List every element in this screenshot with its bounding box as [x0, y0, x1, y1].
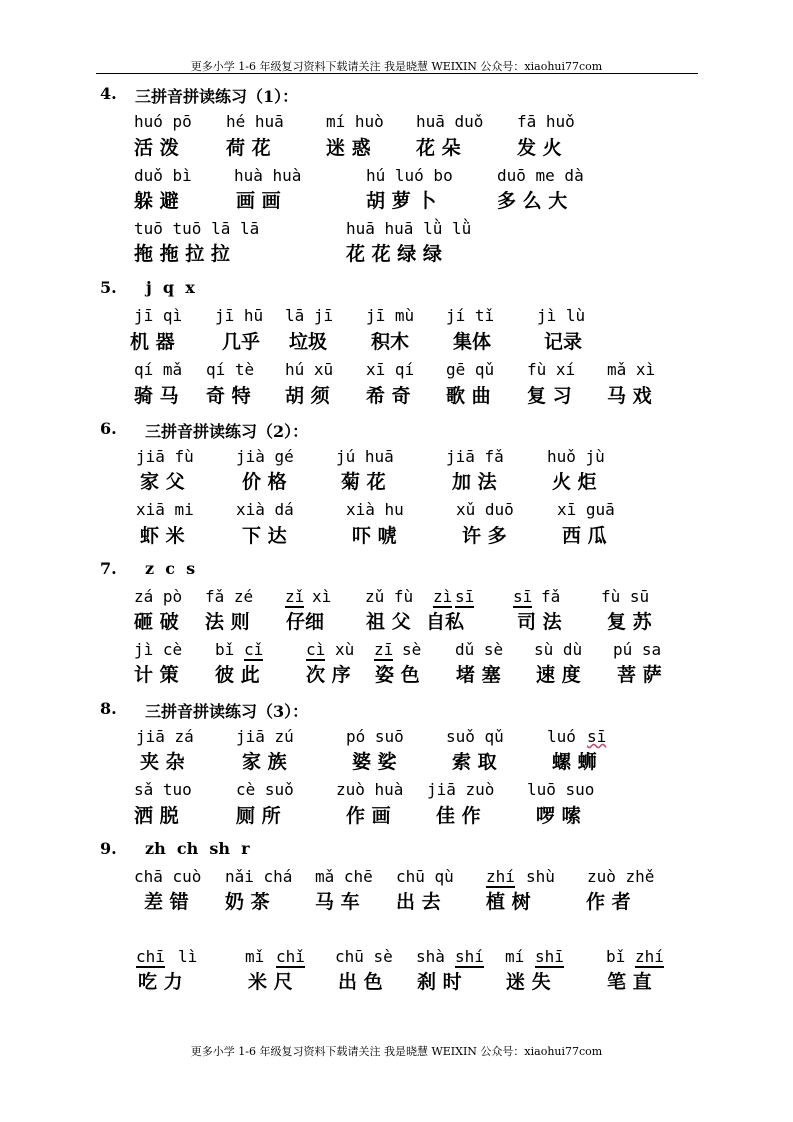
pinyin: jī hū	[215, 306, 264, 325]
pinyin: jiā zú	[236, 727, 294, 746]
pinyin: jì cè	[134, 640, 183, 659]
section-heading: zh ch sh r	[145, 839, 250, 858]
hanzi: 司 法	[517, 611, 562, 633]
pinyin: fù xí	[527, 360, 576, 379]
pinyin: gē qǔ	[446, 360, 495, 379]
hanzi: 垃圾	[289, 331, 328, 353]
hanzi: 出 去	[396, 891, 441, 913]
hanzi: 活 泼	[134, 137, 179, 159]
hanzi: 计 策	[134, 664, 179, 686]
pinyin: sǎ tuo	[134, 780, 192, 799]
pinyin: fǎ	[541, 587, 561, 606]
pinyin: chā cuò	[134, 867, 202, 886]
pinyin-underlined: sī	[455, 587, 475, 606]
pinyin-underlined: chī	[136, 947, 165, 966]
pinyin-underlined: zì	[433, 587, 453, 606]
hanzi: 花 花 绿 绿	[346, 243, 442, 265]
hanzi: 骑 马	[134, 385, 179, 407]
hanzi: 许 多	[462, 525, 507, 547]
section-heading: 三拼音拼读练习（1）：	[135, 87, 299, 106]
pinyin-wavy-underlined: sī	[587, 727, 607, 746]
pinyin: luó	[547, 727, 576, 746]
hanzi: 出 色	[338, 971, 383, 993]
page-header: 更多小学 1-6 年级复习资料下载请关注 我是晓慧 WEIXIN 公众号：xiaohui77com	[190, 60, 603, 73]
pinyin: hé huā	[226, 112, 284, 131]
hanzi: 复 习	[527, 385, 572, 407]
hanzi: 啰 嗦	[536, 805, 581, 827]
hanzi: 复 苏	[607, 611, 652, 633]
hanzi: 机 器	[130, 331, 175, 353]
pinyin: shà	[416, 947, 445, 966]
pinyin: lā jī	[285, 306, 334, 325]
pinyin: mǎ xì	[607, 360, 656, 379]
hanzi: 自私	[426, 611, 465, 633]
pinyin: cè suǒ	[236, 780, 294, 799]
pinyin: fǎ zé	[205, 587, 254, 606]
hanzi: 歌 曲	[446, 385, 491, 407]
hanzi: 集体	[453, 331, 492, 353]
pinyin: xià dá	[236, 500, 294, 519]
pinyin: xì	[312, 587, 332, 606]
hanzi: 西 瓜	[562, 525, 607, 547]
hanzi: 次 序	[306, 664, 351, 686]
hanzi: 马 车	[315, 891, 360, 913]
hanzi: 刹 时	[417, 971, 462, 993]
hanzi: 火 炬	[552, 471, 597, 493]
hanzi: 法 则	[205, 611, 250, 633]
pinyin: sè	[402, 640, 422, 659]
pinyin-underlined: shí	[455, 947, 484, 966]
pinyin-underlined: cì	[306, 640, 326, 659]
pinyin: mǐ	[245, 947, 265, 966]
hanzi: 家 族	[242, 751, 287, 773]
pinyin: jiā fǎ	[446, 447, 504, 466]
pinyin: shù	[526, 867, 555, 886]
section-heading: z c s	[145, 559, 196, 578]
hanzi: 洒 脱	[134, 805, 179, 827]
hanzi: 索 取	[452, 751, 497, 773]
pinyin: fù sū	[601, 587, 650, 606]
hanzi: 记录	[544, 331, 583, 353]
hanzi: 厕 所	[236, 805, 281, 827]
hanzi: 佳 作	[436, 805, 481, 827]
hanzi: 作 者	[586, 891, 631, 913]
hanzi: 马 戏	[607, 385, 652, 407]
hanzi: 多 么 大	[497, 190, 568, 212]
pinyin: xù	[335, 640, 355, 659]
hanzi: 奶 茶	[225, 891, 270, 913]
hanzi: 螺 蛳	[552, 751, 597, 773]
section-heading: 三拼音拼读练习（3）：	[145, 702, 309, 721]
pinyin: duǒ bì	[134, 166, 192, 185]
hanzi: 吓 唬	[352, 525, 397, 547]
pinyin: xī guā	[557, 500, 615, 519]
pinyin: suǒ qǔ	[446, 727, 504, 746]
hanzi: 家 父	[140, 471, 185, 493]
section-number: 8.	[100, 699, 117, 718]
section-number: 9.	[100, 839, 117, 858]
pinyin: hú luó bo	[366, 166, 453, 185]
pinyin: tuō tuō lā lā	[134, 219, 260, 238]
hanzi: 菊 花	[341, 471, 386, 493]
page-footer: 更多小学 1-6 年级复习资料下载请关注 我是晓慧 WEIXIN 公众号：xiaohui77com	[190, 1045, 603, 1058]
hanzi: 发 火	[517, 137, 562, 159]
hanzi: 植 树	[486, 891, 531, 913]
hanzi: 迷 失	[506, 971, 551, 993]
hanzi: 荷 花	[226, 137, 271, 159]
pinyin: luō suo	[527, 780, 595, 799]
pinyin: bǐ	[606, 947, 626, 966]
pinyin: chū sè	[335, 947, 393, 966]
hanzi: 下 达	[242, 525, 287, 547]
pinyin: mí	[505, 947, 525, 966]
section-number: 7.	[100, 559, 117, 578]
hanzi: 差 错	[144, 891, 189, 913]
pinyin: chū qù	[396, 867, 454, 886]
hanzi: 作 画	[346, 805, 391, 827]
hanzi: 拖 拖 拉 拉	[134, 243, 230, 265]
pinyin: jú huā	[336, 447, 394, 466]
pinyin: qí mǎ	[134, 360, 183, 379]
section-number: 5.	[100, 278, 117, 297]
hanzi: 堵 塞	[456, 664, 501, 686]
hanzi: 希 奇	[366, 385, 411, 407]
pinyin-underlined: zǐ	[285, 587, 305, 606]
hanzi: 祖 父	[366, 611, 411, 633]
pinyin: xī qí	[366, 360, 415, 379]
pinyin: lì	[178, 947, 198, 966]
pinyin-underlined: shī	[535, 947, 564, 966]
hanzi: 积木	[371, 331, 410, 353]
hanzi: 躲 避	[134, 190, 179, 212]
hanzi: 几乎	[222, 331, 261, 353]
pinyin: huǒ jù	[547, 447, 605, 466]
hanzi: 胡 须	[285, 385, 330, 407]
pinyin: xiā mi	[136, 500, 194, 519]
pinyin: nǎi chá	[225, 867, 293, 886]
pinyin: jí tǐ	[446, 306, 495, 325]
hanzi: 夹 杂	[140, 751, 185, 773]
pinyin-underlined: chǐ	[276, 947, 305, 966]
pinyin: mǎ chē	[315, 867, 373, 886]
pinyin: jì lù	[537, 306, 586, 325]
hanzi: 笔 直	[607, 971, 652, 993]
pinyin: jiā fù	[136, 447, 194, 466]
section-heading: j q x	[146, 278, 195, 297]
hanzi: 吃 力	[138, 971, 183, 993]
pinyin: duō me dà	[497, 166, 584, 185]
hanzi: 画 画	[236, 190, 281, 212]
pinyin: hú xū	[285, 360, 334, 379]
hanzi: 胡 萝 卜	[366, 190, 437, 212]
pinyin-underlined: zī	[374, 640, 394, 659]
pinyin-underlined: cǐ	[244, 640, 264, 659]
hanzi: 姿 色	[375, 664, 420, 686]
hanzi: 菩 萨	[617, 664, 662, 686]
pinyin: sù dù	[534, 640, 583, 659]
pinyin-underlined: zhí	[486, 867, 515, 886]
section-number: 6.	[100, 419, 117, 438]
pinyin: pó suō	[346, 727, 404, 746]
pinyin: qí tè	[206, 360, 255, 379]
pinyin: zá pò	[134, 587, 183, 606]
section-heading: 三拼音拼读练习（2）：	[145, 422, 309, 441]
pinyin-underlined: sī	[513, 587, 533, 606]
pinyin: jī qì	[134, 306, 183, 325]
hanzi: 仔细	[286, 611, 325, 633]
pinyin: zǔ fù	[365, 587, 414, 606]
pinyin: bǐ	[215, 640, 235, 659]
pinyin: fā huǒ	[517, 112, 575, 131]
hanzi: 虾 米	[140, 525, 185, 547]
section-number: 4.	[100, 84, 117, 103]
hanzi: 婆 娑	[352, 751, 397, 773]
hanzi: 奇 特	[206, 385, 251, 407]
pinyin: jià gé	[236, 447, 294, 466]
pinyin: pú sa	[613, 640, 662, 659]
header-rule	[96, 73, 698, 74]
pinyin: huó pō	[134, 112, 192, 131]
pinyin: huā huā lǜ lǜ	[346, 219, 472, 238]
hanzi: 砸 破	[134, 611, 179, 633]
hanzi: 彼 此	[215, 664, 260, 686]
hanzi: 速 度	[536, 664, 581, 686]
hanzi: 米 尺	[248, 971, 293, 993]
pinyin: jī mù	[366, 306, 415, 325]
hanzi: 价 格	[242, 471, 287, 493]
pinyin: jiā zuò	[427, 780, 495, 799]
hanzi: 加 法	[452, 471, 497, 493]
hanzi: 迷 惑	[326, 137, 371, 159]
pinyin: xià hu	[346, 500, 404, 519]
pinyin: dǔ sè	[455, 640, 504, 659]
pinyin: zuò huà	[336, 780, 404, 799]
pinyin: huà huà	[234, 166, 302, 185]
pinyin: zuò zhě	[587, 867, 655, 886]
pinyin: xǔ duō	[456, 500, 514, 519]
pinyin: jiā zá	[136, 727, 194, 746]
hanzi: 花 朵	[416, 137, 461, 159]
pinyin-underlined: zhí	[635, 947, 664, 966]
pinyin: mí huò	[326, 112, 384, 131]
pinyin: huā duǒ	[416, 112, 484, 131]
